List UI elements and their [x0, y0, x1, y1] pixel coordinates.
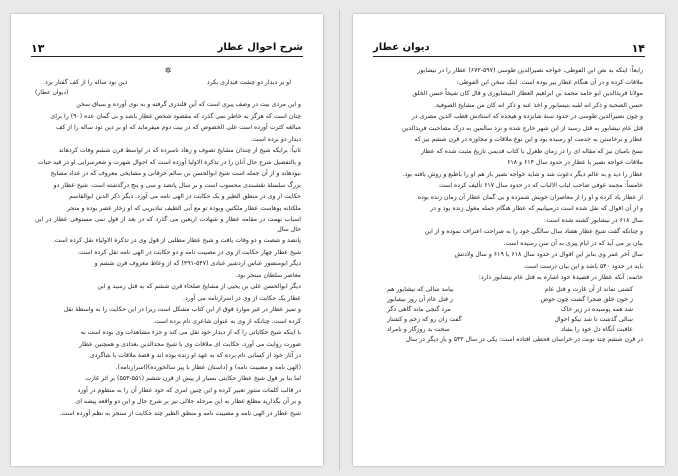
text-line: دیدار دو برده است.: [250, 135, 301, 143]
text-line: و بالتفصیل شرح حال آنان را در تذکره الاولیا آورده است که احوال شهرت و شعرسرایی او در قید حیات: [37, 158, 301, 166]
text-line: در آثار خود از کسانی نام برده که به عهد او زنده بوده اند و قصهٔ ملاقات با شاگردی: [89, 352, 301, 359]
verse-hemistich: سخت بد روزگار و نامراد: [387, 325, 450, 333]
text-line: مولانا فریدالدین ابو حامد محمد بن ابراهیم العطار النیشابوری و قال کان شیخاً حسن الخلق: [412, 90, 643, 97]
text-line: در قالب کلمات منثور تعبیر کرده و این چنین امری که خود عطار آن را به منظوم در آورد: [77, 386, 301, 394]
text-line: از عطار یاد کرده و او را از معاصران خویش شمرده و بی گمان عطار آن زمان زنده بوده: [417, 193, 643, 201]
verse-hemistich: شد همه پوسیده در زیر خاک: [561, 305, 633, 313]
left-page-body: [35, 66, 301, 420]
text-line: سال ۶۱۸ در نیشابور کشته شده است.: [544, 216, 643, 224]
verse-line: [377, 325, 643, 335]
right-page-body: [377, 66, 643, 346]
text-line: ملاقات خواجه نصیر با عطار در حدود سال ۶۱۴ و ۶۱۸: [507, 159, 643, 166]
text-line: با اینکه شیخ حکایاتی را که از دیدار خود نقل می کند و جزء مشاهدات وی بوده است به: [80, 329, 301, 336]
closing-paragraph: در قرن ششم چند نوبت در خراسان قحطی افتاده است: یکی در سال ۵۳۲ و باز دیگر در سال: [405, 335, 643, 343]
text-line: دیگر ابومنصور عباس اردشیر عبادی (۵۴۷-۴۹۱) که از وعاظ معروف قرن ششم و: [94, 260, 301, 267]
right-page-header: [373, 42, 645, 57]
right-verses: [377, 285, 643, 335]
text-line: ملاقات کرده و در آن هنگام عطار پیر بوده است. اینک سخن ابن الفوطی:: [456, 78, 643, 86]
text-line: بزرگ سلسلهٔ نقشبندی محسوب است و بر سال پانصد و سی و پنج درگذشته است. شیخ عطار دو: [53, 181, 301, 189]
text-line: و تمیز عطار در غیر موارد فوق از این کتاب مشکل است زیرا در این حکایت را به واسطهٔ نقل: [63, 306, 301, 313]
text-line: و از آن اقوال که نقل شده است درمییابیم که عطار هنگام حمله مغول زنده بود و در: [430, 205, 643, 212]
text-line: حکایت از وی در منطق الطیر و یک حکایت در الهی نامه می آورد. دیگر ذکر الدین ابوالقاسم: [69, 193, 301, 200]
right-page: [353, 14, 665, 466]
left-page: [11, 14, 323, 466]
verse-line: [377, 285, 643, 295]
text-line: باید در حدود ۵۴۰ باشد و این بیان درست است.: [523, 262, 643, 270]
text-line: و بر آن بگذارید مطلع عطار به این مرحله جلالی نیز بر شرح حال و این دو واقعه پیشه ای: [75, 398, 301, 405]
text-line: کرده است. چنانکه از وی به عنوان شاعری نام برده است.: [152, 317, 301, 325]
verse-hemistich: ز خون خلق صحرا گشت چون حوض: [540, 295, 633, 303]
text-line: حسن الصحبة و ذکر انه لقیه بنیسابور و اخذ عنه و ذکر انه کان من مشایخ الصوفیة.: [433, 101, 643, 109]
ornament-star: ✲: [164, 66, 172, 75]
text-line: شیخ عطار چهار حکایت از وی در مصیبت نامه و دو حکایت در الهی نامه نقل کرده است.: [77, 248, 301, 256]
right-running-title: دیوان عطار: [373, 42, 430, 53]
text-line: دیگر ابوالحسن علی بن یحیی از مشایخ صلحاء قرن ششم که به قتل رسید و ابن: [97, 283, 301, 290]
text-line: نسخ بامیان نیز که مقاله ای را در زمان طغرل با کتاب قدیمی تاریخ مثبت شده که عطار: [420, 147, 643, 155]
text-line: عطار را دید و به عالم دیگر دعوت شد و شاید خواجه نصیر باز هم او را باطبع و روش یافته بود.: [402, 170, 643, 178]
text-line: اما بنا بر قول شیخ عطار حکایتی بسیار از پیش از قرن ششم (۵۵۱-۵۵۳) بر اثر غارت: [85, 375, 301, 382]
verse-hemistich: عاقبت آنگاه دل خود را بشاد: [561, 325, 633, 333]
text-line: صورت روایت می آورد. حکایت ای ملاقات وی با شیخ مجدالدین بغدادی و همچنین عطار: [79, 340, 301, 348]
verse-hemistich: او بر دیدار دو چشت فیداری بکرد: [206, 78, 291, 86]
book-gutter: [339, 10, 340, 470]
verse-hemistich: سالی گذشت تا شد نیکو احوال: [554, 315, 633, 323]
text-line: ثانیاً: برایکه شیخ از چندان مشایخ تصوف و زهاد نامبرده که در اواسط قرن ششم وفات کردهاند: [58, 147, 301, 154]
left-running-title: شرح احوال عطار: [217, 42, 303, 53]
verse-line: [377, 295, 643, 305]
text-line: معاصر سلطان سنجر بود.: [235, 271, 301, 279]
text-line: ملکتانه یوهاست عطار ملکتین وبوده تو مع آبی الطیف تبادیریی که او زخار عصر بوده و منجر: [66, 204, 301, 212]
text-line: عطار و برخاستن به خدمت او رسیده بود و این نوع ملاقات و محاوره در قرن ششم نیز که: [414, 136, 643, 143]
text-line: پانصد و شصت و دو وفات یافت و شیخ عطار مطلبی از قول وی در تذکرة الاولیاء نقل کرده است.: [52, 237, 301, 244]
right-paragraphs: [377, 66, 643, 283]
text-line: خاتمه: آنکه عطار در قصیدهٔ خود اشاره به قتل عام نیشابور دارد:: [478, 274, 643, 281]
text-line: قتل عام نیشابور به قتل رسید از این شهر خارج شده و نزد سالمین به درک مصاحبت فریدالدین: [401, 124, 643, 132]
left-paragraphs: [35, 100, 301, 418]
verse-line: [35, 78, 301, 88]
text-line: چنان است که هرگز به خاطر نمی گذرد که مقصود شخص عطار باشد و بی گمان عده (۹۰) را برای: [50, 112, 301, 120]
text-line: (الهی نامه و مصیبت نامه) و (داستان عطار با پیر سالخورده)(اسرارنامه).: [115, 363, 301, 371]
verse-hemistich: دین نود ساله را از کف گفتار برد: [45, 78, 128, 86]
verse-hemistich: کشتی نماند از آن غارت و قتل عام: [544, 285, 633, 293]
text-line: بیان بر می آید که در ایام پیری به آن سن رسیده است.: [503, 239, 643, 247]
verse-line: [377, 315, 643, 325]
right-page-number: ۱۴: [631, 42, 645, 55]
left-page-header: [31, 42, 303, 57]
verse-hemistich: بیامد سالی که نیشابور هم: [387, 285, 454, 293]
verse-line: [377, 305, 643, 315]
text-line: رابعاً: اینکه به نص ابن الفوطی، خواجه نصیرالدین طوسی (۵۹۷-۶۷۲) عطار را در نیشابور: [417, 67, 643, 74]
text-line: خامساً: محمد عوفی صاحب لباب الالباب که در حدود سال ۶۱۷ تألیف کرده است: [439, 182, 643, 189]
text-line: مبالغه کثرت آورده است علی الخصوص که در بیت دوم میفرماید که او بر دین نود ساله را از کف: [55, 124, 301, 131]
verse-source: (دیوان عطار): [35, 88, 69, 96]
verse-hemistich: ز قتل عام آن روز نیشابور: [387, 295, 453, 303]
text-line: و این مردی بیت در وصف پیری است که آین قلندری گرفته و به نوی آورده و سیاق سخن: [76, 101, 301, 108]
text-line: سال آخر عمر وی بنابر این اقوال در حدود سال ۶۱۸ یا ۶۱۹ و سال ولادتش: [454, 251, 643, 258]
text-line: شیخ عطار در الهی نامه و مصیبت نامه و منطق الطیر چند حکایت از سنجر به نظم آورده است.: [59, 409, 301, 417]
text-line: و چنانکه گفت شیخ عطار هفتاد سال سالگی خود را به صراحت اعتراف نموده و از این: [424, 228, 643, 235]
text-line: عطار یک حکایت از وی در اسرارنامه می آورد.: [183, 294, 301, 302]
left-page-number: ۱۳: [31, 42, 45, 55]
verse-hemistich: گفت زان رو که زخم و کشتار: [387, 315, 462, 323]
text-line: و چون نصیرالدین طوسی در حدود سنهٔ شانزده و هیجده که استادش قطب الدین مصری در: [411, 113, 643, 120]
verse-hemistich: مرد گنجی ماند گاهی دگر: [387, 305, 451, 313]
text-line: اسباب نهمت در مقامه عطار و شهادت اربعین می گذرد که در بعد از قول نمی مستوفی عطار در این حال سال: [35, 216, 301, 233]
text-line: نبودهاند و از آن جمله است شیخ ابوالحسن بن سالم خرقانی و مشایخی معروف که در عداد مشایخ: [50, 170, 301, 177]
